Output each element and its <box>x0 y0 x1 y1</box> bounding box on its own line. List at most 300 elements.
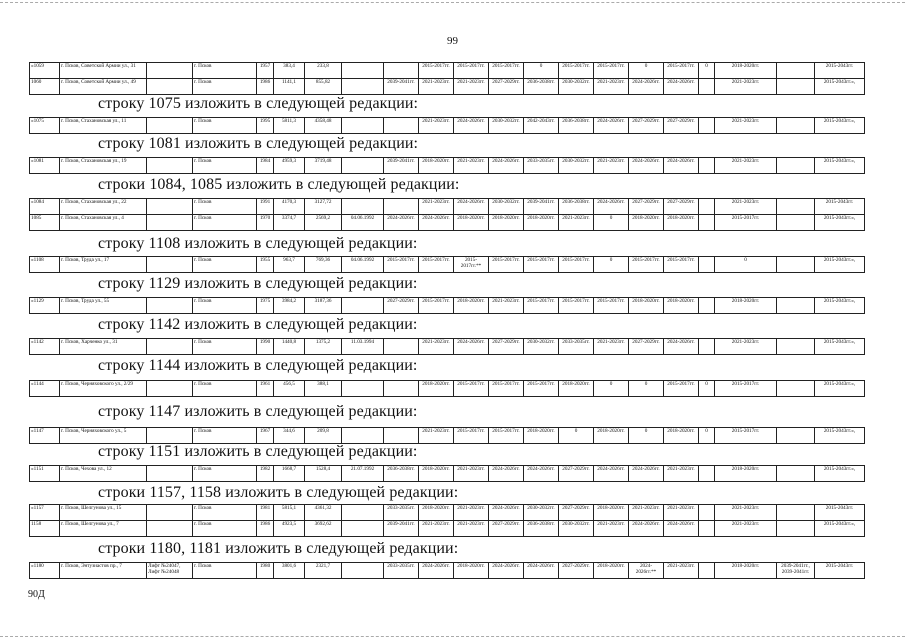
table-cell: 2018-2020гг. <box>454 563 489 579</box>
table-cell <box>777 428 815 444</box>
table-row <box>30 298 865 314</box>
table-row <box>30 381 865 397</box>
amendment-heading: строку 1144 изложить в следующей редакции: <box>98 357 418 374</box>
table-cell: 2015-2017гг. <box>419 257 454 273</box>
table-cell: 2018-2020гг. <box>715 63 777 79</box>
table-cell: 2015-2017гг. <box>715 215 777 231</box>
table-cell: 2018-2020гг. <box>594 428 629 444</box>
table-block <box>29 465 865 482</box>
table-row <box>30 63 865 79</box>
table-cell <box>777 298 815 314</box>
table-cell: 2027-2029гг. <box>629 118 664 134</box>
table-cell: 2024-2026гг. <box>524 466 559 482</box>
table-cell: 2015-2017гг. <box>384 257 419 273</box>
table-cell <box>777 257 815 273</box>
table-cell: 383,4 <box>274 63 305 79</box>
table-cell: 2024-2026гг. <box>629 466 664 482</box>
table-cell: 2018-2020гг. <box>664 298 699 314</box>
amendment-heading: строки 1180, 1181 изложить в следующей редакции: <box>98 540 459 557</box>
page-number: 99 <box>447 35 458 47</box>
table-cell: 2024-2026гг. <box>454 339 489 355</box>
table-cell: 4358,48 <box>305 118 342 134</box>
table-cell: 2024-2026гг. <box>594 199 629 215</box>
table-cell: 2027-2029гг. <box>664 118 699 134</box>
table-cell: 2569,2 <box>305 215 342 231</box>
table-cell <box>384 339 419 355</box>
table-cell: 2015-2017гг. <box>524 298 559 314</box>
table-cell: г. Псков <box>193 428 257 444</box>
row-number-cell: «1142 <box>30 339 60 355</box>
table-cell: 2039-2041гг. <box>384 158 419 174</box>
table-cell: 2033-2035гг. <box>559 339 594 355</box>
table-cell: 2024-2026гг. <box>454 199 489 215</box>
table-cell: 2018-2020гг. <box>419 466 454 482</box>
table-block <box>29 157 865 174</box>
table-cell: 2024-2026гг. <box>489 158 524 174</box>
table-cell: 1975 <box>257 298 274 314</box>
table-cell: 2024-2026гг. <box>419 563 454 579</box>
table-cell: 1991 <box>257 199 274 215</box>
table-cell: 2021-2023гг. <box>715 79 777 95</box>
table-cell: 2036-2038гг. <box>384 466 419 482</box>
table-cell: 2018-2020гг. <box>489 215 524 231</box>
table-cell: 2024-2026гг. <box>664 521 699 537</box>
top-dashed-border <box>0 2 905 3</box>
table-cell: 2021-2023гг. <box>454 466 489 482</box>
table-cell <box>777 339 815 355</box>
table-cell <box>777 215 815 231</box>
table-cell: 2018-2020гг. <box>664 215 699 231</box>
table-cell: 1528,4 <box>305 466 342 482</box>
table-cell: 2015-2043гг.», <box>815 79 865 95</box>
table-cell <box>699 79 715 95</box>
table-cell: г. Псков <box>193 63 257 79</box>
amendment-heading: строки 1084, 1085 изложить в следующей редакции: <box>98 176 460 193</box>
table-block <box>29 562 865 579</box>
table-cell: 2015-2017гг. <box>664 257 699 273</box>
table-cell: 2015-2017гг. <box>715 381 777 397</box>
table-cell: 2024-2026гг. <box>664 79 699 95</box>
table-cell: 3719,48 <box>305 158 342 174</box>
table-cell: 2321,7 <box>305 563 342 579</box>
table-cell <box>384 63 419 79</box>
table-row <box>30 199 865 215</box>
table-block <box>29 338 865 355</box>
table-cell: 2015-2043гг.», <box>815 298 865 314</box>
table-cell: 2015-2017гг. <box>489 428 524 444</box>
table-cell: 2036-2038гг. <box>559 118 594 134</box>
table-cell <box>147 428 193 444</box>
table-cell: г. Псков <box>193 158 257 174</box>
address-cell: г. Псков, Стахановская ул., 11 <box>60 118 147 134</box>
table-cell <box>147 381 193 397</box>
table-cell: 2024-2026гг. <box>489 466 524 482</box>
table-cell: 2021-2023гг. <box>594 339 629 355</box>
table-cell: 1990 <box>257 339 274 355</box>
table-row <box>30 466 865 482</box>
table-cell: 2015-2043гг. <box>815 505 865 521</box>
table-cell: 2021-2023гг. <box>629 505 664 521</box>
table-cell <box>342 118 384 134</box>
table-cell: 2015-2017гг. <box>524 381 559 397</box>
table-cell: 2024-2026гг. <box>524 563 559 579</box>
table-cell: 2018-2020гг. <box>419 505 454 521</box>
table-cell: 2015-2017гг. <box>454 381 489 397</box>
table-cell: 2018-2020гг. <box>559 381 594 397</box>
table-cell: 769,36 <box>305 257 342 273</box>
table-cell: 0 <box>629 63 664 79</box>
table-cell: 2015-2043гг.», <box>815 257 865 273</box>
table-cell: 1986 <box>257 79 274 95</box>
table-cell: 2015-2043гг.», <box>815 521 865 537</box>
amendment-heading: строку 1129 изложить в следующей редакции: <box>98 275 418 292</box>
table-cell: 1375,2 <box>305 339 342 355</box>
table-cell: 1982 <box>257 466 274 482</box>
table-cell: 3692,62 <box>305 521 342 537</box>
table-cell: 2027-2029гг. <box>629 339 664 355</box>
table-row <box>30 158 865 174</box>
table-cell <box>342 298 384 314</box>
table-cell: г. Псков <box>193 257 257 273</box>
table-cell <box>777 158 815 174</box>
table-cell <box>384 381 419 397</box>
table-cell: 3127,72 <box>305 199 342 215</box>
table-cell: 2021-2023гг. <box>454 158 489 174</box>
table-cell: 2015-2017гг. <box>489 381 524 397</box>
table-cell: г. Псков <box>193 381 257 397</box>
table-cell: 2015-2017гг. <box>524 257 559 273</box>
table-cell: 2027-2029гг. <box>664 199 699 215</box>
row-number-cell: «1151 <box>30 466 60 482</box>
table-cell <box>777 63 815 79</box>
table-cell: 2021-2023гг. <box>419 428 454 444</box>
table-cell: 2015-2043гг. <box>815 563 865 579</box>
table-cell: 2021-2023гг. <box>419 199 454 215</box>
table-cell: 344,6 <box>274 428 305 444</box>
table-cell <box>777 521 815 537</box>
table-cell: 2024-2026гг. <box>594 118 629 134</box>
table-cell: 2015-2017гг. <box>454 63 489 79</box>
table-cell: 2018-2020гг. <box>454 215 489 231</box>
address-cell: г. Псков, Энтузиастов пр., 7 <box>60 563 147 579</box>
table-cell: 2021-2023гг. <box>489 298 524 314</box>
table-cell: г. Псков <box>193 521 257 537</box>
table-cell <box>147 521 193 537</box>
table-cell <box>777 118 815 134</box>
table-cell: г. Псков <box>193 466 257 482</box>
page-footer: 90Д <box>28 589 45 600</box>
table-row <box>30 563 865 579</box>
bottom-dashed-border <box>0 636 905 637</box>
table-cell: 2021-2023гг. <box>715 199 777 215</box>
table-cell: 2018-2020гг. <box>419 381 454 397</box>
table-cell: 2030-2032гг. <box>489 118 524 134</box>
row-number-cell: «1144 <box>30 381 60 397</box>
table-cell: 2039-2041гг. <box>384 521 419 537</box>
table-cell: 2015-2043гг. <box>815 63 865 79</box>
table-cell: 2024-2026гг. <box>489 563 524 579</box>
row-number-cell: 1060 <box>30 79 60 95</box>
table-cell: 2024-2026гг. <box>594 466 629 482</box>
table-cell: 1995 <box>257 118 274 134</box>
table-cell: г. Псков <box>193 505 257 521</box>
table-cell: г. Псков <box>193 339 257 355</box>
address-cell: г. Псков, Шелгунова ул., 7 <box>60 521 147 537</box>
table-cell: г. Псков <box>193 298 257 314</box>
table-cell: 2030-2032гг. <box>559 79 594 95</box>
table-row <box>30 118 865 134</box>
table-cell: 2015-2043гг.», <box>815 381 865 397</box>
table-cell: 233,8 <box>305 63 342 79</box>
table-cell <box>699 199 715 215</box>
table-cell: 2018-2020гг. <box>715 563 777 579</box>
address-cell: г. Псков, Советской Армии ул., 49 <box>60 79 147 95</box>
table-cell: 2018-2020гг. <box>524 215 559 231</box>
table-cell: 2021-2023гг. <box>559 215 594 231</box>
table-cell: 1955 <box>257 257 274 273</box>
table-block <box>29 62 865 95</box>
table-cell: 0 <box>715 257 777 273</box>
table-cell: 2024-2026гг. <box>454 118 489 134</box>
table-cell: 2015-2017гг. <box>715 428 777 444</box>
table-cell: 2015-2017гг. <box>664 381 699 397</box>
table-cell: 2024-2026гг. <box>629 79 664 95</box>
table-cell <box>147 466 193 482</box>
table-cell <box>777 505 815 521</box>
table-cell: 2024-2026гг. <box>664 158 699 174</box>
table-cell <box>147 339 193 355</box>
table-cell <box>147 215 193 231</box>
table-cell: 2030-2032гг. <box>524 505 559 521</box>
table-row <box>30 505 865 521</box>
amendment-heading: строку 1151 изложить в следующей редакции: <box>98 443 418 460</box>
table-cell: 2015-2017гг. <box>629 257 664 273</box>
table-cell: 3801,6 <box>274 563 305 579</box>
table-cell: 2021-2023гг. <box>454 505 489 521</box>
table-cell <box>699 215 715 231</box>
table-cell: 2018-2020гг. <box>594 563 629 579</box>
table-cell <box>147 79 193 95</box>
table-cell: 2015-2017гг. <box>419 298 454 314</box>
table-cell: 0 <box>629 381 664 397</box>
table-cell: 2021-2023гг. <box>419 118 454 134</box>
table-cell: 0 <box>699 381 715 397</box>
table-cell <box>147 298 193 314</box>
table-cell <box>699 505 715 521</box>
table-cell: 2015-2043гг.», <box>815 118 865 134</box>
table-block <box>29 504 865 537</box>
table-cell: 2024-2026гг. <box>629 521 664 537</box>
table-cell: 0 <box>699 428 715 444</box>
table-cell <box>777 381 815 397</box>
table-cell: 2021-2023гг. <box>454 79 489 95</box>
table-cell: 2021-2023гг. <box>594 521 629 537</box>
table-cell: 0 <box>594 381 629 397</box>
table-cell: г. Псков <box>193 215 257 231</box>
table-cell: 2018-2020гг. <box>419 158 454 174</box>
row-number-cell: «1081 <box>30 158 60 174</box>
table-cell: 2021-2023гг. <box>419 79 454 95</box>
table-cell <box>342 63 384 79</box>
table-cell: 2015-2017гг. <box>594 298 629 314</box>
table-cell <box>699 466 715 482</box>
table-cell: 11.03.1994 <box>342 339 384 355</box>
table-cell: г. Псков <box>193 118 257 134</box>
table-cell <box>342 521 384 537</box>
table-cell: 04.06.1992 <box>342 257 384 273</box>
table-cell: 2015-2043гг.», <box>815 158 865 174</box>
table-cell: 2018-2020гг. <box>715 298 777 314</box>
table-cell <box>777 199 815 215</box>
table-cell <box>699 257 715 273</box>
amendment-heading: строку 1147 изложить в следующей редакции: <box>98 403 418 420</box>
row-number-cell: 1158 <box>30 521 60 537</box>
table-cell: 2021-2023гг. <box>664 505 699 521</box>
address-cell: г. Псков, Стахановская ул., 19 <box>60 158 147 174</box>
table-cell <box>147 63 193 79</box>
table-cell: 1984 <box>257 158 274 174</box>
table-cell: 1970 <box>257 215 274 231</box>
table-cell: 2027-2029гг. <box>559 563 594 579</box>
table-row <box>30 521 865 537</box>
table-cell: 2039-2041гг. <box>524 199 559 215</box>
table-cell <box>699 563 715 579</box>
table-cell: 2018-2020гг. <box>524 428 559 444</box>
table-cell: г. Псков <box>193 563 257 579</box>
table-cell: 2024-2026гг. <box>664 339 699 355</box>
table-cell <box>342 505 384 521</box>
table-cell: 4923,5 <box>274 521 305 537</box>
table-cell: 2015-2017гг. <box>489 63 524 79</box>
table-row <box>30 428 865 444</box>
table-cell: 2021-2023гг. <box>715 158 777 174</box>
table-cell: 2024-2026гг. <box>384 215 419 231</box>
address-cell: г. Псков, Черняховского ул., 5 <box>60 428 147 444</box>
table-cell <box>384 118 419 134</box>
table-cell: 2030-2032гг. <box>524 339 559 355</box>
amendment-heading: строку 1075 изложить в следующей редакции: <box>98 95 419 112</box>
table-cell <box>777 79 815 95</box>
table-cell: 1668,7 <box>274 466 305 482</box>
table-cell: 3374,7 <box>274 215 305 231</box>
table-cell: 2024-2026гг. <box>629 158 664 174</box>
address-cell: г. Псков, Стахановская ул., 4 <box>60 215 147 231</box>
table-cell <box>147 158 193 174</box>
table-block <box>29 198 865 231</box>
table-cell: 0 <box>594 215 629 231</box>
table-cell: 5811,3 <box>274 118 305 134</box>
table-cell: 1440,8 <box>274 339 305 355</box>
table-cell: 2027-2029гг. <box>489 521 524 537</box>
amendment-heading: строки 1157, 1158 изложить в следующей редакции: <box>98 484 459 501</box>
table-cell: 1957 <box>257 63 274 79</box>
row-number-cell: «1084 <box>30 199 60 215</box>
row-number-cell: «1059 <box>30 63 60 79</box>
table-cell: 2015-2017гг. <box>454 428 489 444</box>
address-cell: г. Псков, Шелгунова ул., 15 <box>60 505 147 521</box>
row-number-cell: «1108 <box>30 257 60 273</box>
address-cell: г. Псков, Стахановская ул., 22 <box>60 199 147 215</box>
table-cell: 2027-2029гг. <box>489 339 524 355</box>
table-cell: 1141,1 <box>274 79 305 95</box>
table-cell: Лифт №24047, Лифт №24048 <box>147 563 193 579</box>
row-number-cell: «1075 <box>30 118 60 134</box>
table-cell: 2015-2043гг.», <box>815 339 865 355</box>
table-row <box>30 257 865 273</box>
address-cell: г. Псков, Труда ул., 55 <box>60 298 147 314</box>
row-number-cell: «1157 <box>30 505 60 521</box>
table-cell: 2021-2023гг. <box>664 563 699 579</box>
table-cell: 2036-2038гг. <box>524 521 559 537</box>
table-cell: 2021-2023гг. <box>715 505 777 521</box>
amendment-heading: строку 1142 изложить в следующей редакции: <box>98 316 418 333</box>
row-number-cell: «1129 <box>30 298 60 314</box>
table-cell <box>342 381 384 397</box>
table-cell: 2015-2043гг. <box>815 199 865 215</box>
table-cell: 3187,36 <box>305 298 342 314</box>
table-cell: 2027-2029гг. <box>559 505 594 521</box>
table-cell: 2024-2026гг. <box>489 505 524 521</box>
table-cell: 2021-2023гг. <box>715 118 777 134</box>
table-cell <box>699 521 715 537</box>
table-cell: 1986 <box>257 521 274 537</box>
table-cell: 04.06.1992 <box>342 215 384 231</box>
table-cell <box>699 158 715 174</box>
table-cell: 2036-2038гг. <box>524 79 559 95</box>
table-cell: 2027-2029гг. <box>489 79 524 95</box>
table-cell: 1961 <box>257 381 274 397</box>
table-cell: 2018-2020гг. <box>664 428 699 444</box>
table-cell: 388,1 <box>305 381 342 397</box>
table-cell: 2024-2026гг. <box>419 215 454 231</box>
row-number-cell: 1085 <box>30 215 60 231</box>
table-cell <box>384 199 419 215</box>
table-cell: 2015-2017гг.** <box>454 257 489 273</box>
table-cell: 2030-2032гг. <box>559 521 594 537</box>
table-cell: г. Псков <box>193 79 257 95</box>
table-cell: 855,82 <box>305 79 342 95</box>
table-cell <box>147 257 193 273</box>
table-cell: 2021-2023гг. <box>594 79 629 95</box>
table-cell: 0 <box>699 63 715 79</box>
table-cell: 2039-2041гг. <box>384 79 419 95</box>
table-cell <box>699 339 715 355</box>
table-cell: 3984,2 <box>274 298 305 314</box>
table-row <box>30 79 865 95</box>
row-number-cell: «1147 <box>30 428 60 444</box>
address-cell: г. Псков, Черняховского ул., 2/29 <box>60 381 147 397</box>
table-cell <box>147 118 193 134</box>
table-row <box>30 339 865 355</box>
table-cell <box>699 298 715 314</box>
table-cell: 963,7 <box>274 257 305 273</box>
table-cell: 2036-2038гг. <box>559 199 594 215</box>
table-cell: 0 <box>524 63 559 79</box>
table-cell: 0 <box>629 428 664 444</box>
table-cell: 2021-2023гг. <box>715 339 777 355</box>
table-cell <box>342 563 384 579</box>
table-cell: 2015-2017гг. <box>594 63 629 79</box>
table-cell <box>342 79 384 95</box>
table-cell: 0 <box>594 257 629 273</box>
table-cell: 1980 <box>257 563 274 579</box>
table-cell: 2021-2023гг. <box>419 521 454 537</box>
table-cell <box>147 505 193 521</box>
address-cell: г. Псков, Харченко ул., 31 <box>60 339 147 355</box>
address-cell: г. Псков, Труда ул., 17 <box>60 257 147 273</box>
table-cell: 2030-2032гг. <box>559 158 594 174</box>
table-block <box>29 297 865 314</box>
